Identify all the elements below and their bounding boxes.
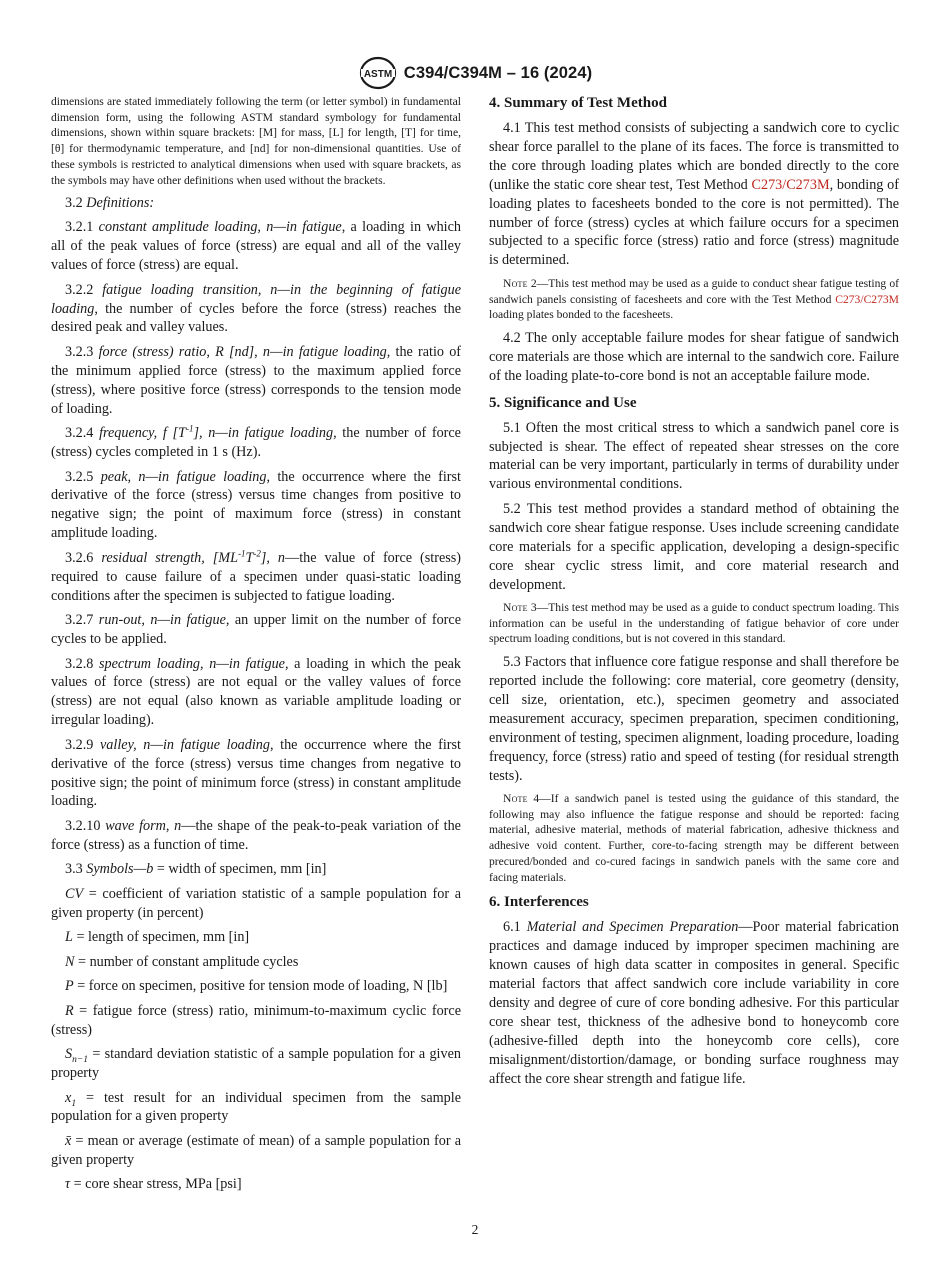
symbol-item: N = number of constant amplitude cycles bbox=[65, 953, 299, 970]
left-column bbox=[51, 94, 461, 1200]
definition-item: 3.2.1 constant amplitude loading, n—in fatigue, a loading in which all of the peak values of force (stress) are equal and all of the valley values of force (stress) are equal. bbox=[51, 219, 461, 274]
definition-item: 3.2.9 valley, n—in fatigue loading, the occurrence where the first derivative of the force (stress) versus time changes from negative to positive sign; the point of minimum force (stress) in constant amplitude loading. bbox=[51, 736, 461, 810]
definition-item: 3.2.5 peak, n—in fatigue loading, the occurrence where the first derivative of the force (stress) versus time changes from positive to negative sign; the point of maximum force (stress) in constant amplitude loading. bbox=[51, 468, 461, 542]
page-number: 2 bbox=[471, 1222, 479, 1237]
note-3: Note 3—This test method may be used as a guide to conduct spectrum loading. This information can be useful in the understanding of fatigue behavior of core under spectrum loading conditions, but is not covered in this standard. bbox=[489, 601, 899, 646]
definitions-heading: 3.2 Definitions: bbox=[65, 194, 155, 211]
symbol-item: CV = coefficient of variation statistic of a sample population for a given property (in percent) bbox=[51, 885, 461, 921]
symbol-item: τ = core shear stress, MPa [psi] bbox=[65, 1176, 242, 1193]
definition-item: 3.2.2 fatigue loading transition, n—in the beginning of fatigue loading, the number of cycles before the force (stress) reaches the desired peak and valley values. bbox=[51, 281, 461, 336]
intro-paragraph: dimensions are stated immediately following the term (or letter symbol) in fundamental dimension form, using the following ASTM standard symbology for fundamental dimensions, shown within square brackets: [M] for mass, [L] for length, [T] for time, [θ] for thermodynamic temperature, and [nd] for non-dimensional quantities. Use of these symbols is restricted to analytical dimensions when used with square brackets, as the symbols may have other definitions when used without the brackets. bbox=[51, 95, 461, 187]
page-header bbox=[0, 56, 950, 90]
note-4: Note 4—If a sandwich panel is tested using the guidance of this standard, the following may also influence the fatigue response and should be reported: facing material, adhesive material, methods of material fabrication, adhesive thickness and adhesive void content. Further, core-to-facing strength may be different between precured/bonded and co-cured facings in sandwich panels with the same core and facing materials. bbox=[489, 792, 899, 884]
paragraph-5-2: 5.2 This test method provides a standard method of obtaining the sandwich core shear fatigue response. Uses include screening candidate core materials for a specific application, developing a design-specific core shear cyclic stress limit, and core material research and development. bbox=[489, 500, 899, 593]
symbol-item: R = fatigue force (stress) ratio, minimum-to-maximum cyclic force (stress) bbox=[51, 1002, 461, 1038]
document-id: C394/C394M – 16 (2024) bbox=[403, 63, 593, 82]
c273-link[interactable]: C273/C273M bbox=[835, 292, 899, 306]
paragraph-5-1: 5.1 Often the most critical stress to which a sandwich panel core is subjected is shear. The effect of repeated shear stresses on the core material can be very important, particularly in terms of durability under various environmental conditions. bbox=[489, 419, 899, 493]
right-column bbox=[489, 94, 899, 1094]
symbol-item: $x_1$ = test result for an individual specimen from the sample population for a given property bbox=[51, 1089, 461, 1125]
symbol-item: x̄ = mean or average (estimate of mean) of a sample population for a given property bbox=[51, 1132, 461, 1168]
symbols-heading: 3.3 Symbols—b = width of specimen, mm [in] bbox=[65, 861, 327, 878]
definition-item: 3.2.8 spectrum loading, n—in fatigue, a loading in which the peak values of force (stress) are not equal or the valley values of force (stress) are not equal (also known as variable amplitude loading or irregular loading). bbox=[51, 655, 462, 729]
paragraph-4-1: 4.1 This test method consists of subjecting a sandwich core to cyclic shear force parallel to the plane of its faces. The force is transmitted to the core through loading plates which are bonded directly to the core (unlike the static core shear test, Test Method C273/C273M, bonding of loading plates to facesheets bonded to the core is not permitted). The number of force (stress) cycles at which failure occurs for a specimen subjected to a specific force (stress) ratio and force (stress) magnitude is determined. bbox=[489, 120, 899, 269]
paragraph-5-3: 5.3 Factors that influence core fatigue response and shall therefore be reported include the following: core material, core geometry (density, cell size, orientation, etc.), specimen geometry and associated measurement accuracy, specimen preparation, specimen conditioning, environment of testing, specimen alignment, loading procedure, loading frequency, force (stress) ratio and speed of testing (for residual strength tests). bbox=[489, 654, 899, 784]
definition-item: 3.2.7 run-out, n—in fatigue, an upper limit on the number of force cycles to be applied. bbox=[51, 612, 462, 647]
paragraph-6-1: 6.1 Material and Specimen Preparation—Poor material fabrication practices and damage induced by improper specimen machining are known causes of high data scatter in composites in general. Specific material factors that affect sandwich core include variability in core density and degree of cure of core bonding adhesive. For this particular core shear test, thickness of the adhesive bond to honeycomb core (adhesive-filled depth into the honeycomb core cells), core misalignment/distortion/damage, or bonding surface roughness may affect the core shear strength and fatigue life. bbox=[489, 919, 899, 1087]
symbol-item: P = force on specimen, positive for tension mode of loading, N [lb] bbox=[65, 978, 448, 995]
definition-item: 3.2.4 frequency, f $[T^{-1}]$, n—in fatigue loading, the number of force (stress) cycles completed in 1 s (Hz). bbox=[51, 423, 461, 461]
definition-item: 3.2.6 residual strength, $[ML^{-1}T^{-2}]$, n—the value of force (stress) required to cause failure of a specimen under quasi-static loading conditions after the specimen is subjected to fatigue loading. bbox=[51, 548, 462, 604]
svg-text:ASTM: ASTM bbox=[363, 69, 392, 80]
symbol-item: $S_{n-1}$ = standard deviation statistic of a sample population for a given property bbox=[51, 1046, 461, 1082]
section-heading-5: 5. Significance and Use bbox=[489, 394, 637, 411]
c273-link[interactable]: C273/C273M bbox=[751, 176, 830, 193]
section-heading-6: 6. Interferences bbox=[489, 894, 589, 911]
symbol-item: L = length of specimen, mm [in] bbox=[65, 929, 250, 946]
section-heading-4: 4. Summary of Test Method bbox=[489, 95, 667, 111]
astm-logo-icon bbox=[358, 56, 398, 90]
paragraph-4-2: 4.2 The only acceptable failure modes for shear fatigue of sandwich core materials are those which are internal to the sandwich core. Failure of the loading plate-to-core bond is not an acceptable failure mode. bbox=[489, 329, 899, 384]
note-2: Note 2—This test method may be used as a guide to conduct shear fatigue testing of sandwich panels consisting of facesheets and core with the Test Method C273/C273M loading plates bonded to the facesheets. bbox=[489, 276, 899, 322]
definition-item: 3.2.10 wave form, n—the shape of the peak-to-peak variation of the force (stress) as a function of time. bbox=[51, 817, 461, 853]
definition-item: 3.2.3 force (stress) ratio, R [nd], n—in fatigue loading, the ratio of the minimum applied force (stress) to the maximum applied force (stress), where positive force (stress) corresponds to the tension mode of loading. bbox=[51, 343, 462, 417]
